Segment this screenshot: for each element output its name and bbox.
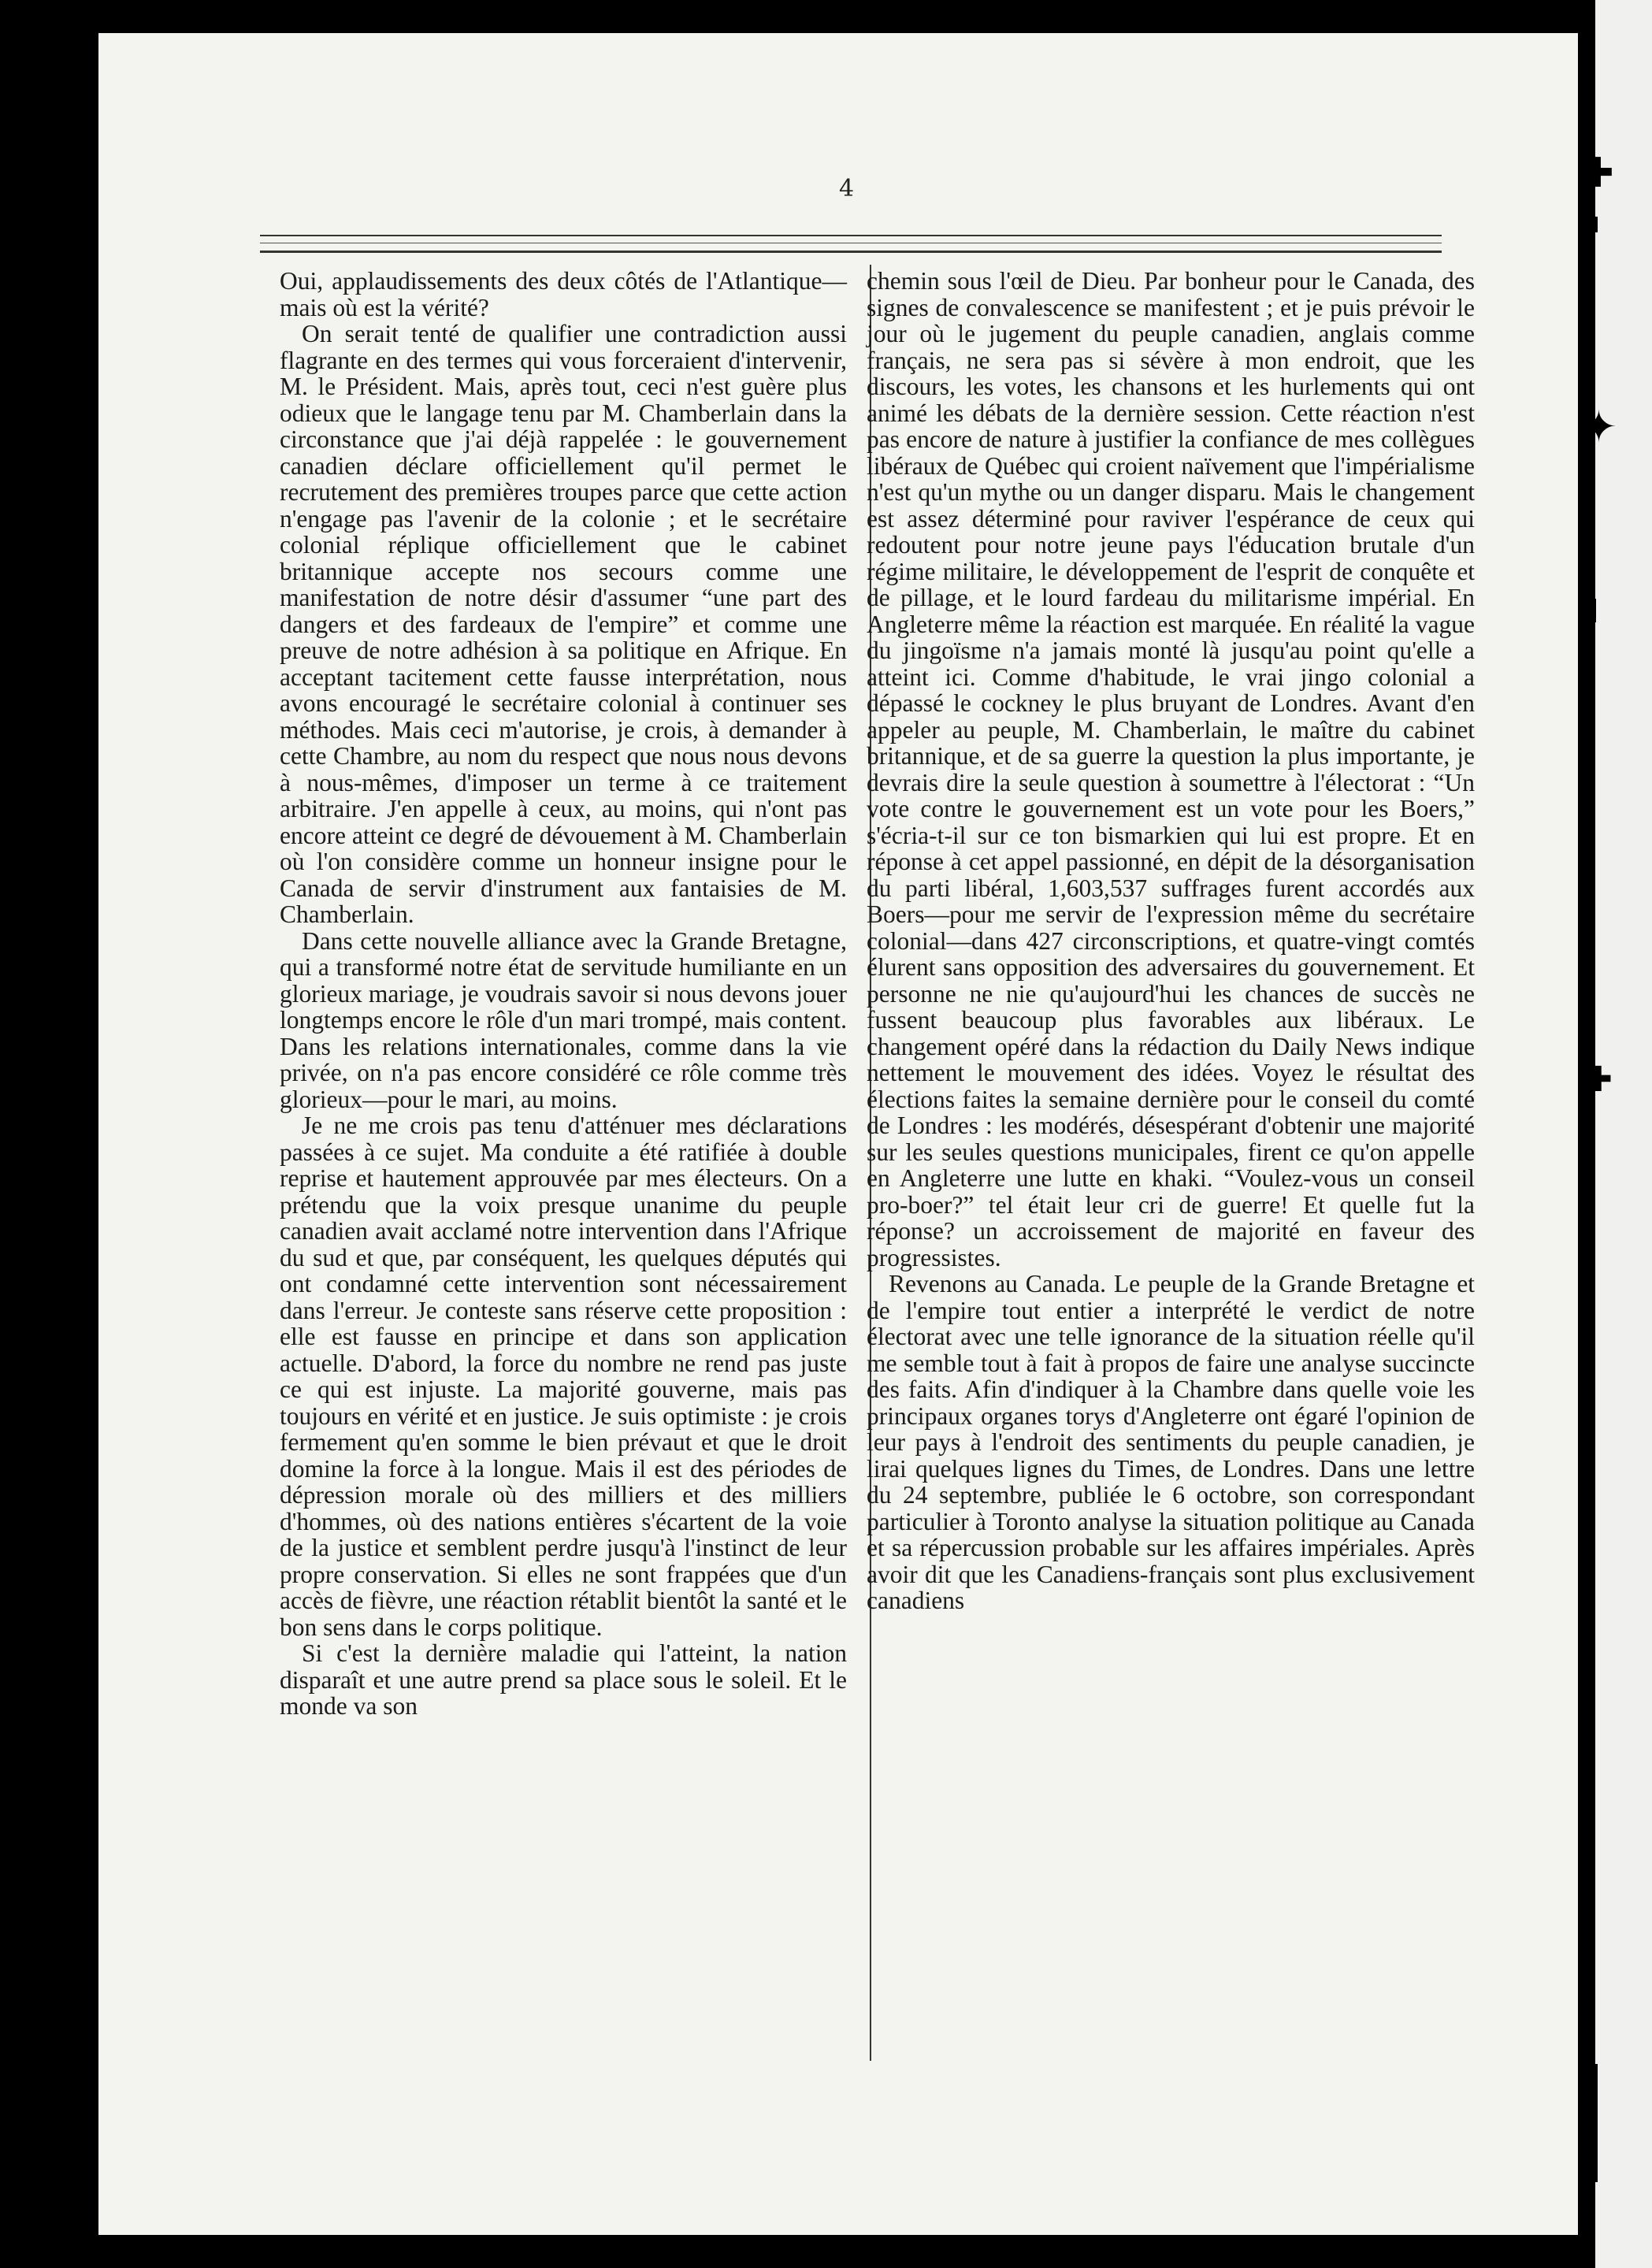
margin-star-mark: ✦ — [1580, 402, 1617, 453]
margin-dash-mark: ✚ — [1583, 1060, 1613, 1100]
paragraph: Revenons au Canada. Le peuple de la Grande Bretagne et de l'empire tout entier a interprété le verdict de notre électorat avec une telle ignorance de la situation réelle qu'il me semble tout à fait à propos de faire une analyse succincte des faits. Afin d'indiquer à la Chambre dans quelle voie les principaux organes torys d'Angleterre ont égaré l'opinion de leur pays à l'endroit des sentiments du peuple canadien, je lirai quelques lignes du Times, de Londres. Dans une lettre du 24 septembre, publiée le 6 octobre, son correspondant particulier à Toronto analyse la situation politique au Canada et sa répercussion probable sur les affaires impériales. Après avoir dit que les Canadiens-français sont plus exclusivement canadiens — [867, 1270, 1475, 1614]
margin-cross-mark: ✚ — [1580, 150, 1614, 197]
paragraph: Je ne me crois pas tenu d'atténuer mes déclarations passées à ce sujet. Ma conduite a été ratifiée à double reprise et hautement approuvée par mes électeurs. On a prétendu que la voix presque unanime du peuple canadien avait acclamé notre intervention dans l'Afrique du sud et que, par conséquent, les quelques députés qui ont condamné cette intervention sont nécessairement dans l'erreur. Je conteste sans réserve cette proposition : elle est fausse en principe et dans son application actuelle. D'abord, la force du nombre ne rend pas juste ce qui est injuste. La majorité gouverne, mais pas toujours en vérité et en justice. Je suis optimiste : je crois fermement qu'en somme le bien prévaut et que le droit domine la force à la longue. Mais il est des périodes de dépression morale où des milliers et des milliers d'hommes, où des nations entières s'écartent de la voie de la justice et semblent perdre jusqu'à l'instinct de leur propre conservation. Si elles ne sont frappées que d'un accès de fièvre, une réaction rétablit bientôt la santé et le bon sens dans le corps politique. — [280, 1112, 847, 1641]
header-rule-thick — [260, 251, 1442, 253]
margin-tick-mark — [1593, 217, 1598, 232]
left-column — [280, 268, 847, 1720]
paragraph: Oui, applaudissements des deux côtés de l'Atlantique—mais où est la vérité? — [280, 267, 847, 321]
page-number: 4 — [839, 175, 855, 202]
header-rule — [260, 235, 1442, 236]
margin-bar-mark — [1591, 2064, 1598, 2182]
paragraph: Dans cette nouvelle alliance avec la Grande Bretagne, qui a transformé notre état de servitude humiliante en un glorieux mariage, je voudrais savoir si nous devons jouer longtemps encore le rôle d'un mari trompé, mais content. Dans les relations internationales, comme dans la vie privée, on n'a pas encore considéré ce rôle comme très glorieux—pour le mari, au moins. — [280, 926, 847, 1113]
margin-tick-mark — [1590, 599, 1596, 622]
paragraph: Si c'est la dernière maladie qui l'atteint, la nation disparaît et une autre prend sa place sous le soleil. Et le monde va son — [280, 1639, 847, 1720]
paragraph: On serait tenté de qualifier une contradiction aussi flagrante en des termes qui vous forceraient d'intervenir, M. le Président. Mais, après tout, ceci n'est guère plus odieux que le langage tenu par M. Chamberlain dans la circonstance que j'ai déjà rappelée : le gouvernement canadien déclare officiellement qu'il permet le recrutement des premières troupes parce que cette action n'engage pas l'avenir de la colonie ; et le secrétaire colonial réplique officiellement que le cabinet britannique accepte nos secours comme une manifestation de notre désir d'assumer “une part des dangers et des fardeaux de l'empire” et comme une preuve de notre adhésion à sa politique en Afrique. En acceptant tacitement cette fausse interprétation, nous avons encouragé le secrétaire colonial à continuer ses méthodes. Mais ceci m'autorise, je crois, à demander à cette Chambre, au nom du respect que nous nous devons à nous-mêmes, d'imposer un terme à ce traitement arbitraire. J'en appelle à ceux, au moins, qui n'ont pas encore atteint ce degré de dévouement à M. Chamberlain où l'on considère comme un honneur insigne pour le Canada de servir d'instrument aux fantaisies de M. Chamberlain. — [280, 320, 847, 928]
adjacent-page-edge — [1595, 0, 1652, 2268]
right-column — [867, 268, 1475, 1614]
paragraph: chemin sous l'œil de Dieu. Par bonheur pour le Canada, des signes de convalescence se manifestent ; et je puis prévoir le jour où le jugement du peuple canadien, anglais comme français, ne sera pas si sévère à mon endroit, que les discours, les votes, les chansons et les hurlements qui ont animé les débats de la dernière session. Cette réaction n'est pas encore de nature à justifier la confiance de mes collègues libéraux de Québec qui croient naïvement que l'impérialisme n'est qu'un mythe ou un danger disparu. Mais le changement est assez déterminé pour raviver l'espérance de ceux qui redoutent pour notre jeune pays l'éducation brutale d'un régime militaire, le développement de l'esprit de conquête et de pillage, et le lourd fardeau du militarisme impérial. En Angleterre même la réaction est marquée. En réalité la vague du jingoïsme n'a jamais monté là jusqu'au point qu'elle a atteint ici. Comme d'habitude, le vrai jingo colonial a dépassé le cockney le plus bruyant de Londres. Avant d'en appeler au peuple, M. Chamberlain, le maître du cabinet britannique, et de sa guerre la question la plus importante, je devrais dire la seule question à soumettre à l'électorat : “Un vote contre le gouvernement est un vote pour les Boers,” s'écria-t-il sur ce ton bismarkien qui lui est propre. Et en réponse à cet appel passionné, en dépit de la désorganisation du parti libéral, 1,603,537 suffrages furent accordés aux Boers—pour me servir de l'expression même du secrétaire colonial—dans 427 circonscriptions, et quatre-vingt comtés élurent sans opposition des adversaires du gouvernement. Et personne ne nie qu'aujourd'hui les chances de succès ne fussent beaucoup plus favorables aux libéraux. Le changement opéré dans la rédaction du Daily News indique nettement le mouvement des idées. Voyez le résultat des élections faites la semaine dernière pour le conseil du comté de Londres : les modérés, désespérant d'obtenir une majorité sur les seules questions municipales, firent ce qu'on appelle en Angleterre une lutte en khaki. “Voulez-vous un conseil pro-boer?” tel était leur cri de guerre! Et quelle fut la réponse? un accroissement de majorité en faveur des progressistes. — [867, 267, 1475, 1271]
